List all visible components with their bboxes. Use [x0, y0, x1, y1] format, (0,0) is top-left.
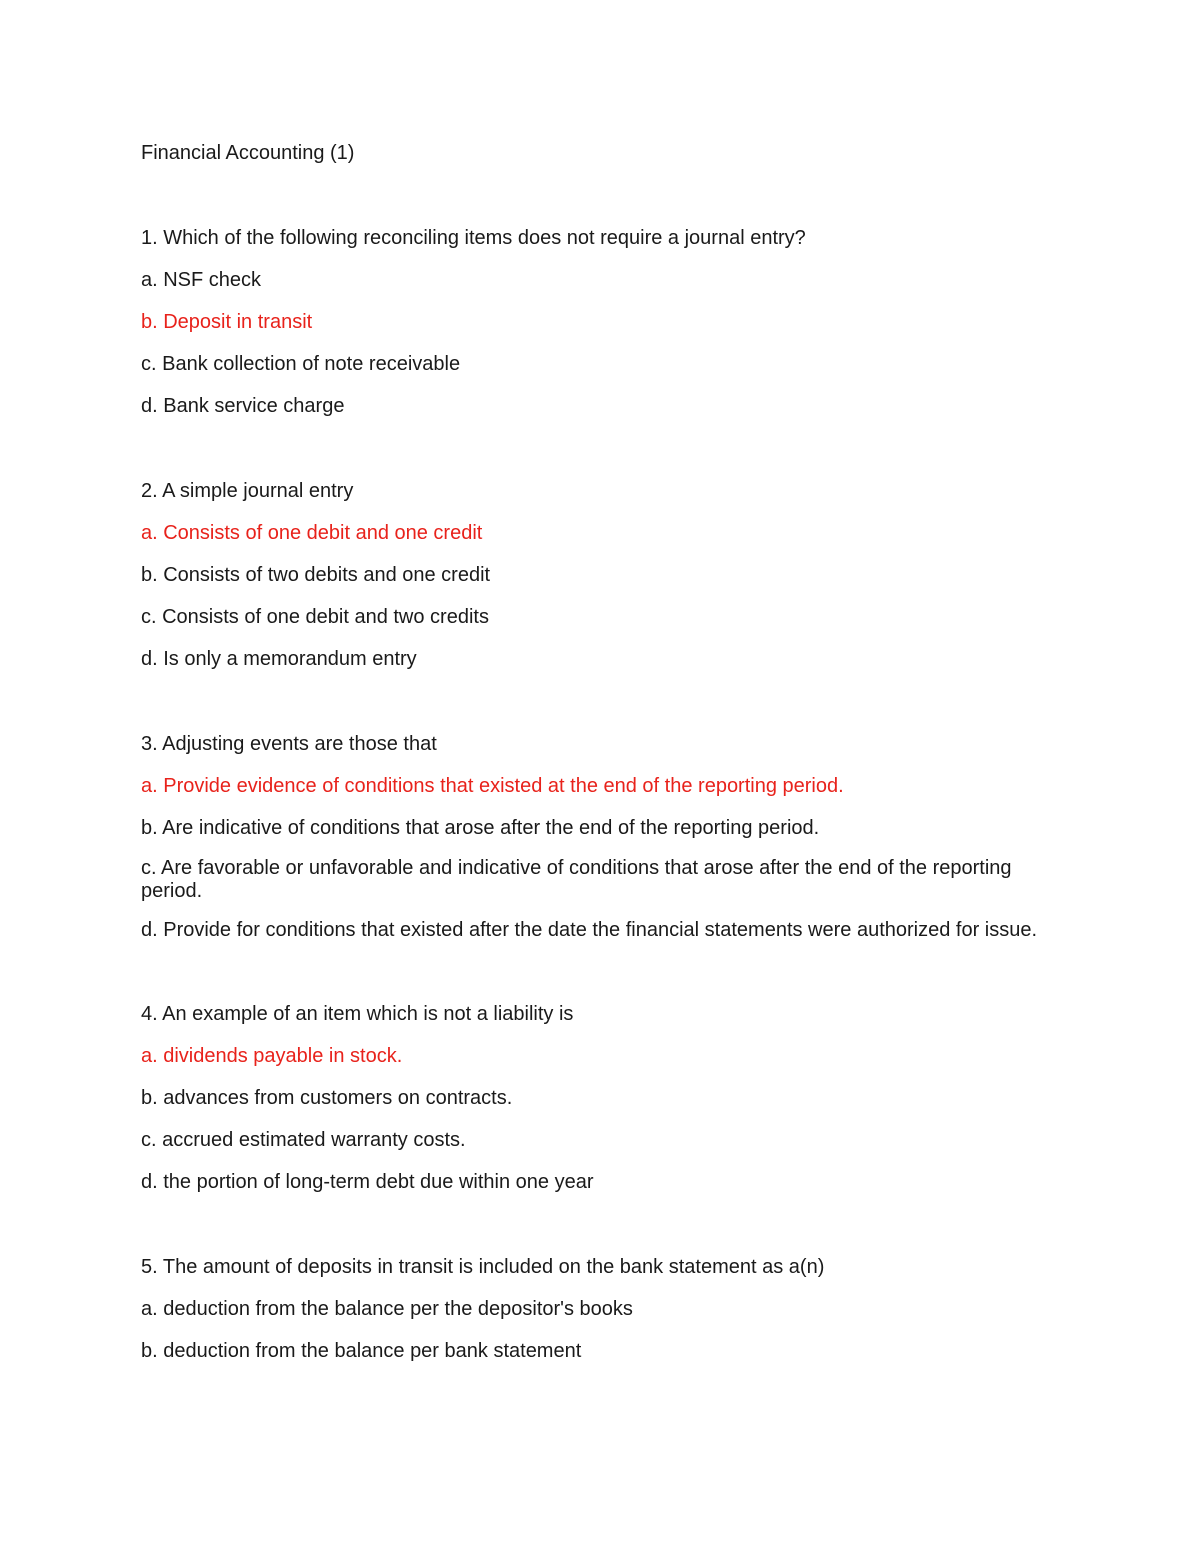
question-5: [141, 1254, 1061, 1364]
question-text: 5. The amount of deposits in transit is included on the bank statement as a(n): [141, 1256, 825, 1278]
answer-option: b. Consists of two debits and one credit: [141, 564, 491, 586]
answer-option: d. Provide for conditions that existed after the date the financial statements were authorized for issue.: [141, 919, 1038, 941]
question-text: 1. Which of the following reconciling items does not require a journal entry?: [141, 227, 806, 249]
answer-option: c. Are favorable or unfavorable and indicative of conditions that arose after the end of the reporting period.: [141, 857, 1012, 902]
document-page: [141, 140, 1061, 1423]
correct-answer-option: b. Deposit in transit: [141, 311, 313, 333]
answer-option: b. advances from customers on contracts.: [141, 1087, 513, 1109]
question-3: [141, 731, 1061, 942]
question-4: [141, 1001, 1061, 1195]
answer-option: d. Is only a memorandum entry: [141, 648, 417, 670]
answer-option: a. deduction from the balance per the depositor's books: [141, 1298, 633, 1320]
correct-answer-option: a. dividends payable in stock.: [141, 1045, 403, 1067]
answer-option: d. the portion of long-term debt due within one year: [141, 1171, 594, 1193]
answer-option: c. Consists of one debit and two credits: [141, 606, 489, 628]
answer-option: c. Bank collection of note receivable: [141, 353, 461, 375]
correct-answer-option: a. Consists of one debit and one credit: [141, 522, 483, 544]
question-1: [141, 225, 1061, 419]
question-text: 3. Adjusting events are those that: [141, 733, 437, 755]
answer-option: a. NSF check: [141, 269, 262, 291]
document-title: Financial Accounting (1): [141, 142, 355, 164]
correct-answer-option: a. Provide evidence of conditions that existed at the end of the reporting period.: [141, 775, 844, 797]
answer-option: c. accrued estimated warranty costs.: [141, 1129, 466, 1151]
question-text: 2. A simple journal entry: [141, 480, 354, 502]
question-2: [141, 478, 1061, 672]
answer-option: d. Bank service charge: [141, 395, 345, 417]
answer-option: b. Are indicative of conditions that arose after the end of the reporting period.: [141, 817, 820, 839]
question-text: 4. An example of an item which is not a liability is: [141, 1003, 574, 1025]
answer-option: b. deduction from the balance per bank statement: [141, 1340, 582, 1362]
